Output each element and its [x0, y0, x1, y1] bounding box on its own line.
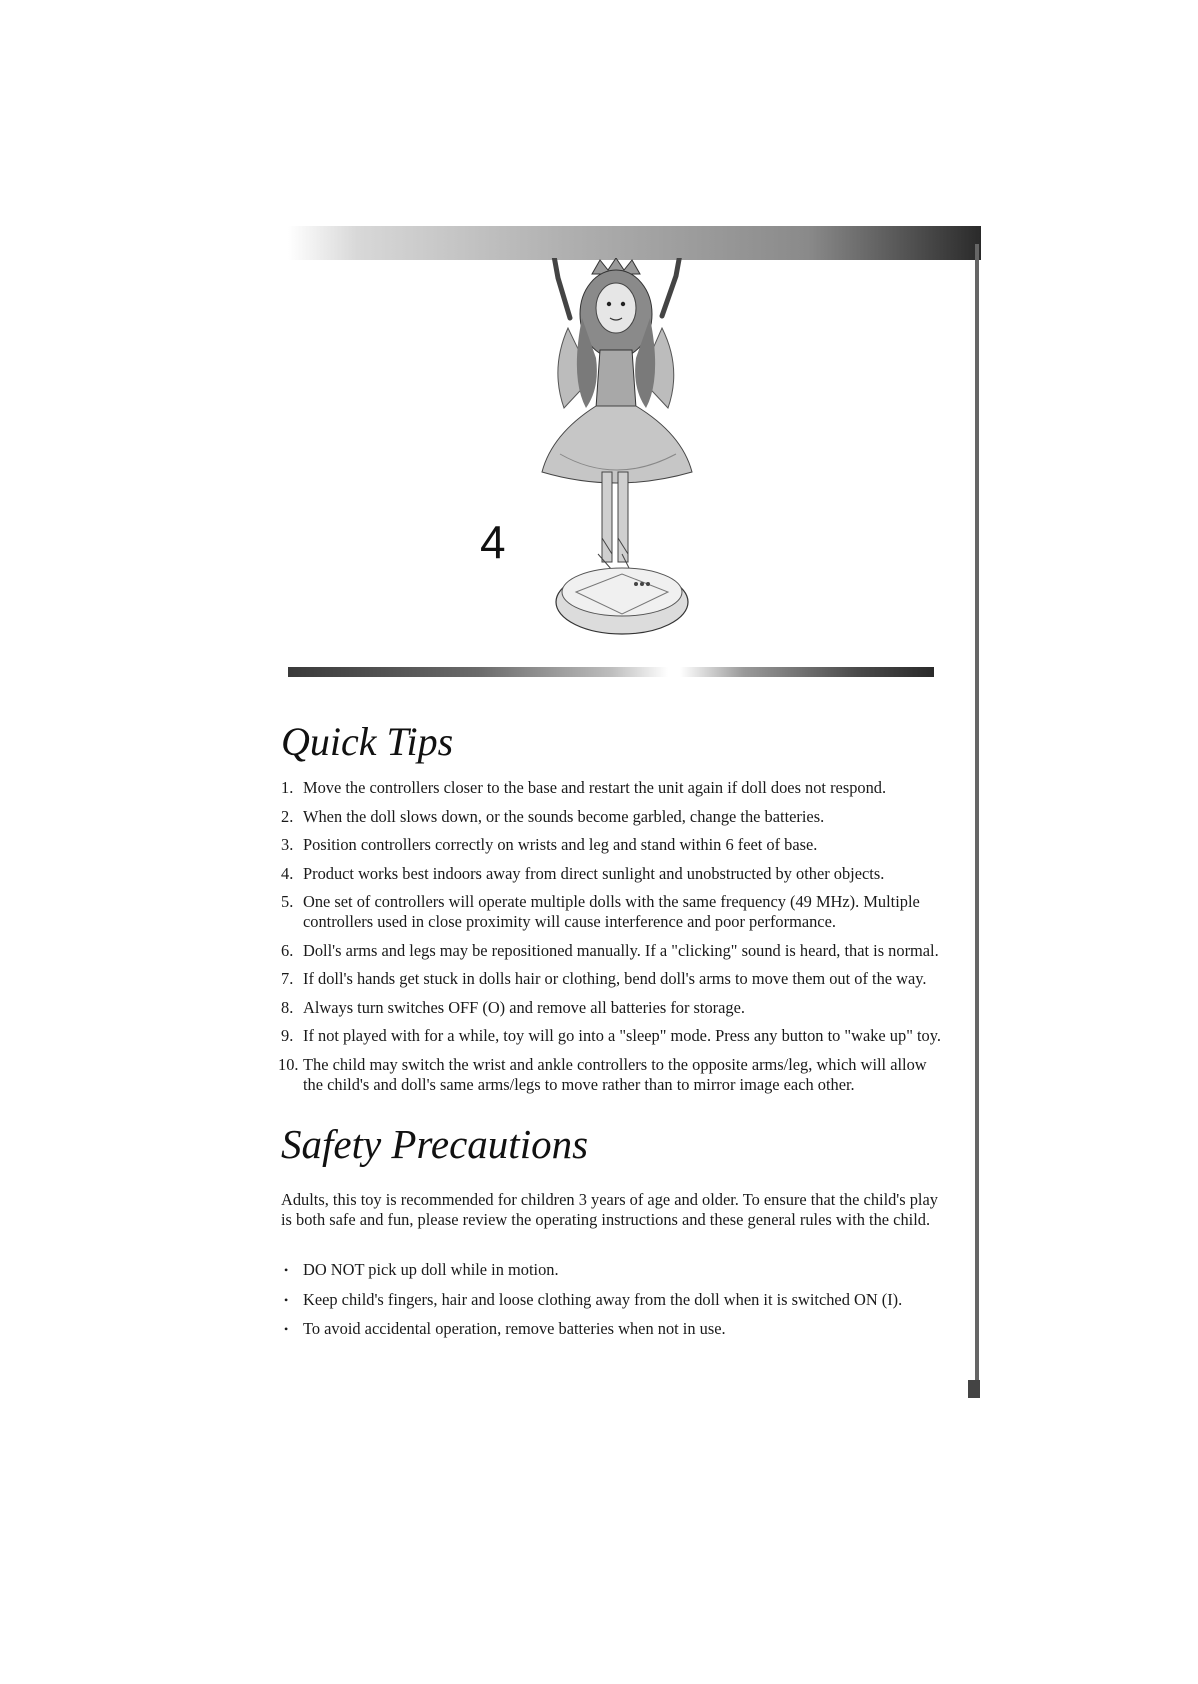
quick-tips-list	[278, 778, 941, 1103]
top-decorative-band	[288, 226, 981, 260]
tip-text: Position controllers correctly on wrists and leg and stand within 6 feet of base.	[303, 835, 818, 854]
tip-text: Always turn switches OFF (O) and remove all batteries for storage.	[303, 997, 745, 1017]
safety-rule-text: Keep child's fingers, hair and loose clothing away from the doll when it is switched ON (I).	[303, 1289, 903, 1309]
tip-number: 2.	[281, 806, 294, 826]
bottom-decorative-band-left	[288, 667, 668, 677]
quick-tips-heading: Quick Tips	[281, 719, 454, 764]
tip-number: 6.	[281, 940, 294, 960]
tip-text: One set of controllers will operate multiple dolls with the same frequency (49 MHz). Multiple controllers used in close proximity will cause interference and poor performance.	[303, 892, 920, 931]
tip-number: 8.	[281, 997, 294, 1017]
bullet-icon: •	[284, 1322, 289, 1336]
safety-intro-paragraph: Adults, this toy is recommended for children 3 years of age and older. To ensure that the child's play is both safe and fun, please review the operating instructions and these general rules with the child.	[281, 1190, 938, 1229]
tip-item	[281, 778, 941, 798]
dancing-doll-illustration	[530, 258, 700, 650]
tip-text: If doll's hands get stuck in dolls hair or clothing, bend doll's arms to move them out of the way.	[303, 969, 927, 988]
tip-item	[281, 941, 941, 961]
right-border-cap	[968, 1380, 980, 1398]
safety-rule-text: To avoid accidental operation, remove batteries when not in use.	[303, 1319, 726, 1338]
tip-text: The child may switch the wrist and ankle controllers to the opposite arms/leg, which will allow the child's and doll's same arms/legs to move rather than to mirror image each other.	[303, 1054, 927, 1094]
tip-number: 3.	[281, 835, 294, 854]
tip-item	[281, 892, 941, 932]
tip-text: If not played with for a while, toy will go into a "sleep" mode. Press any button to "wake up" toy.	[303, 1026, 941, 1045]
bullet-icon: •	[284, 1292, 289, 1307]
bottom-decorative-band-right	[680, 667, 934, 677]
tip-item	[281, 1026, 941, 1046]
tip-item	[281, 998, 941, 1018]
safety-rule-item	[281, 1290, 941, 1310]
tip-text: Product works best indoors away from direct sunlight and unobstructed by other objects.	[303, 863, 885, 883]
tip-item	[281, 835, 941, 855]
safety-rule-item	[281, 1260, 941, 1280]
tip-number: 10.	[278, 1054, 299, 1074]
tip-number: 4.	[281, 863, 294, 883]
bullet-icon: •	[284, 1263, 289, 1277]
step-number: 4	[480, 516, 506, 568]
tip-number: 1.	[281, 778, 294, 797]
tip-text: When the doll slows down, or the sounds become garbled, change the batteries.	[303, 806, 825, 826]
tip-number: 7.	[281, 969, 294, 988]
safety-precautions-heading: Safety Precautions	[281, 1121, 589, 1167]
tip-text: Move the controllers closer to the base and restart the unit again if doll does not respond.	[303, 778, 887, 797]
tip-number: 9.	[281, 1026, 294, 1045]
tip-item	[278, 1054, 941, 1095]
tip-text: Doll's arms and legs may be repositioned manually. If a "clicking" sound is heard, that is normal.	[303, 940, 939, 960]
safety-rule-item	[281, 1319, 941, 1339]
safety-rule-text: DO NOT pick up doll while in motion.	[303, 1260, 559, 1279]
right-border-rule	[975, 244, 979, 1394]
tip-item	[281, 969, 941, 989]
tip-number: 5.	[281, 892, 294, 911]
tip-item	[281, 864, 941, 884]
safety-rules-list	[281, 1260, 941, 1349]
tip-item	[281, 807, 941, 827]
